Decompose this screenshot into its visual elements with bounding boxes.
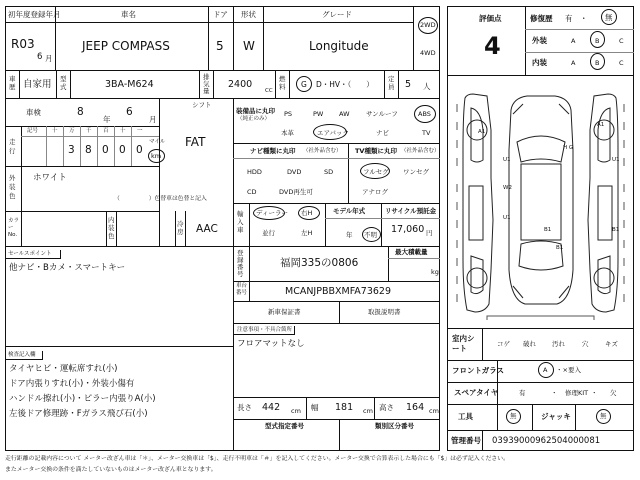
equip-abs: ABS <box>418 110 431 118</box>
equip-aw: AW <box>339 110 350 118</box>
inspection-month-unit: 月 <box>149 115 157 124</box>
equip-leather: 本革 <box>281 129 294 137</box>
exterior-b: B <box>595 37 600 45</box>
equip-airbag: エアバック <box>317 129 349 137</box>
footer-line-2: またメーター交換の条件を満たしていないものはメーター改ざん車となります。 <box>5 467 217 473</box>
car-damage-diagram <box>447 90 634 320</box>
reg-month: 6 <box>37 52 43 62</box>
equip-tv: TV <box>422 129 431 137</box>
width-unit: cm <box>363 407 373 415</box>
km-unit: km <box>151 152 162 160</box>
digit-label-5: 一 <box>137 128 143 134</box>
capacity-value: 5 <box>405 79 412 90</box>
manual-label: 取扱説明書 <box>368 308 401 316</box>
seat-label: 室内シート <box>452 334 475 353</box>
digit-3: 0 <box>119 144 126 156</box>
car-name-label: 車名 <box>121 10 136 19</box>
interior-b: B <box>595 59 600 67</box>
checker-line-2: ハンドル擦れ(小)・ピラー内張りA(小) <box>9 394 156 404</box>
mgmt-label: 管理番号 <box>451 436 481 445</box>
model-year-label: モデル年式 <box>333 207 366 215</box>
color-note: （ ）色替車は色替と記入 <box>114 196 207 202</box>
door-count: 5 <box>216 39 224 53</box>
seat-scratch: キズ <box>605 340 618 348</box>
interior-c: C <box>619 59 624 67</box>
import-dealer: ディーラー <box>256 209 288 217</box>
mgmt-value: 03939000962504000081 <box>492 436 601 446</box>
fuel-other: D・HV・（ ） <box>316 80 374 89</box>
sales-label: セールスポイント <box>8 251 52 257</box>
spare-dot2: ・ <box>591 389 598 397</box>
model-value: 3BA-M624 <box>105 79 154 90</box>
vin-label: 車台番号 <box>236 283 248 296</box>
spare-kit: 修理KIT <box>565 389 589 397</box>
glass-other: ・×要入 <box>556 366 581 374</box>
grade-value: Longitude <box>309 39 369 53</box>
import-right: 右H <box>301 209 313 217</box>
width-label: 幅 <box>311 403 319 412</box>
glass-label: フロントガラス <box>452 366 505 375</box>
digit-label-4: 十 <box>120 128 126 134</box>
kg-unit: kg <box>431 268 439 276</box>
color-no-label: カラーNo. <box>8 218 20 238</box>
mileage-label: 走行 <box>9 138 16 155</box>
digit-label-0: 十 <box>52 128 58 134</box>
shift-label: シフト <box>192 101 212 109</box>
glass-a: A <box>543 366 548 374</box>
inspection-month: 6 <box>126 106 133 118</box>
shift-value: FAT <box>185 135 206 149</box>
ac-label: 冷房 <box>177 220 184 236</box>
interior-a: A <box>571 59 576 67</box>
damage-u1-bottom: U1 <box>503 215 511 221</box>
car-name: JEEP COMPASS <box>82 39 170 53</box>
length-unit: cm <box>291 407 301 415</box>
import-parallel: 並行 <box>262 229 275 237</box>
length-value: 442 <box>262 402 281 413</box>
shape-label: 形状 <box>241 10 256 19</box>
spare-dot1: ・ <box>551 389 558 397</box>
checker-line-1: ドア内張りすれ(小)・外装小傷有 <box>9 379 135 389</box>
interior-color-label: 内装色 <box>108 216 115 240</box>
repair-label: 修復歴 <box>530 14 553 23</box>
tv-analog: アナログ <box>362 188 388 196</box>
digit-4: 0 <box>136 144 143 156</box>
model-year-unit: 年 <box>346 231 353 239</box>
damage-a1-left: A1 <box>478 129 486 135</box>
color-label: 外装色 <box>9 174 16 200</box>
damage-u1-right: U1 <box>612 157 620 163</box>
warranty-label: 新車保証書 <box>268 308 301 316</box>
equip-pw: PW <box>313 110 324 118</box>
damage-a1-right: A1 <box>597 122 605 128</box>
repair-yes: 有 <box>565 14 573 23</box>
digit-1: 8 <box>85 144 92 156</box>
navi-hdd: HDD <box>247 168 262 176</box>
grade-label: グレード <box>322 10 352 19</box>
cc-unit: CC <box>265 88 273 94</box>
capacity-unit: 人 <box>423 82 431 91</box>
equip-navi: ナビ <box>376 129 389 137</box>
jack-value: 無 <box>600 412 607 420</box>
tv-oneseg: ワンセグ <box>403 168 429 176</box>
reg-year: R03 <box>11 37 35 51</box>
score-value: 4 <box>484 32 501 60</box>
length-label: 長さ <box>237 403 252 412</box>
recycle-unit: 円 <box>426 229 433 237</box>
disp-label: 排気量 <box>203 73 210 95</box>
max-load-label: 最大積載量 <box>395 248 428 256</box>
tools-value: 無 <box>510 412 517 420</box>
inspection-year: 8 <box>77 106 84 118</box>
damage-b1-right: B1 <box>612 227 620 233</box>
body-shape: W <box>243 39 255 53</box>
model-year-unknown: 不明 <box>364 231 377 239</box>
exterior-a: A <box>571 37 576 45</box>
navi-dvd: DVD <box>287 168 302 176</box>
digit-label-2: 千 <box>86 128 92 134</box>
seat-burn: コゲ <box>497 340 510 348</box>
equipment-sublabel: （純正のみ） <box>237 116 271 122</box>
tv-sub: （社外品含む） <box>401 148 440 154</box>
exterior-c: C <box>619 37 624 45</box>
drive-4wd: 4WD <box>420 49 436 57</box>
color-value: ホワイト <box>33 173 67 183</box>
navi-sub: （社外品含む） <box>303 148 342 154</box>
mileage-sublabel: 記号 <box>27 128 39 134</box>
equip-sunroof: サンルーフ <box>366 110 398 118</box>
navi-dvd-play: DVD再生可 <box>279 188 313 196</box>
reg-value: 福岡335の0806 <box>280 257 359 269</box>
type-number-label: 型式指定番号 <box>265 422 304 430</box>
spare-yes: 有 <box>519 389 526 397</box>
equipment-label: 装備品に丸印 <box>236 107 275 115</box>
damage-w2: W2 <box>503 185 512 191</box>
inspection-label: 車検 <box>26 108 41 117</box>
digit-label-3: 百 <box>103 128 109 134</box>
checker-line-0: タイヤヒビ・運転席すれ(小) <box>9 364 118 374</box>
inspection-year-unit: 年 <box>103 115 111 124</box>
digit-0: 3 <box>68 144 75 156</box>
category-value: 自家用 <box>23 79 52 90</box>
damage-hg: H G <box>563 145 574 151</box>
recycle-value: 17,060 <box>391 224 425 235</box>
digit-2: 0 <box>102 144 109 156</box>
spare-label: スペアタイヤ <box>454 388 499 397</box>
damage-u1-top: U1 <box>503 157 511 163</box>
first-reg-label: 初年度登録年月 <box>8 10 61 19</box>
width-value: 181 <box>335 402 354 413</box>
score-label: 評価点 <box>479 14 502 23</box>
fuel-gas: G <box>301 80 307 89</box>
import-label: 輸入車 <box>237 210 244 234</box>
vin-value: MCANJPBBXMFA73629 <box>285 286 392 297</box>
spare-missing: 欠 <box>610 389 617 397</box>
tools-label: 工具 <box>458 412 473 421</box>
mile-unit: マイル <box>149 139 166 145</box>
recycle-label: リサイクル預託金 <box>385 207 437 215</box>
interior-label: 内装 <box>532 58 547 67</box>
navi-cd: CD <box>247 188 257 196</box>
navi-label: ナビ種類に丸印 <box>250 147 296 155</box>
notes-label: 注意事項・不具合箇所 <box>237 327 293 333</box>
damage-b1-bottom: B1 <box>556 245 564 251</box>
equip-ps: PS <box>284 110 293 118</box>
reg-label: 登録番号 <box>237 249 244 278</box>
tv-label: TV種類に丸印 <box>355 147 397 155</box>
seat-hole: 穴 <box>582 340 589 348</box>
reg-month-unit: 月 <box>45 54 53 63</box>
repair-no: 無 <box>605 13 613 22</box>
height-label: 高さ <box>379 403 394 412</box>
displacement: 2400 <box>228 79 253 90</box>
digit-label-1: 万 <box>69 128 75 134</box>
notes-text: フロアマットなし <box>237 339 305 349</box>
damage-b1-mid: B1 <box>544 227 552 233</box>
seat-stain: 汚れ <box>552 340 565 348</box>
height-unit: cm <box>429 407 439 415</box>
checker-line-3: 左後ドア修理跡・Fガラス飛び石(小) <box>9 409 148 419</box>
ac-value: AAC <box>196 223 218 235</box>
jack-label: ジャッキ <box>541 412 571 421</box>
drive-2wd: 2WD <box>420 21 436 29</box>
import-left: 左H <box>301 229 313 237</box>
model-label: 型式 <box>60 75 67 91</box>
tv-fullseg: フルセグ <box>363 168 389 176</box>
door-label: ドア <box>213 10 228 19</box>
navi-sd: SD <box>324 168 334 176</box>
class-number-label: 類別区分番号 <box>375 422 414 430</box>
capacity-label: 定員 <box>388 75 395 91</box>
exterior-label: 外装 <box>532 36 547 45</box>
checker-label: 検査記入欄 <box>8 352 36 358</box>
sales-text: 他ナビ・Bカメ・スマートキー <box>9 263 126 273</box>
fuel-label: 燃料 <box>279 75 286 91</box>
category-label: 車歴 <box>9 75 16 91</box>
height-value: 164 <box>406 402 425 413</box>
footer-line-1: 走行距離の記載内容について メーター改ざん車は「＊」、メーター交換車は「$」、走行不明車は「＃」を記入してください。メーター交換で合算表示した場合にも「$」は必ず記入ください。 <box>5 456 510 462</box>
seat-tear: 破れ <box>523 340 536 348</box>
